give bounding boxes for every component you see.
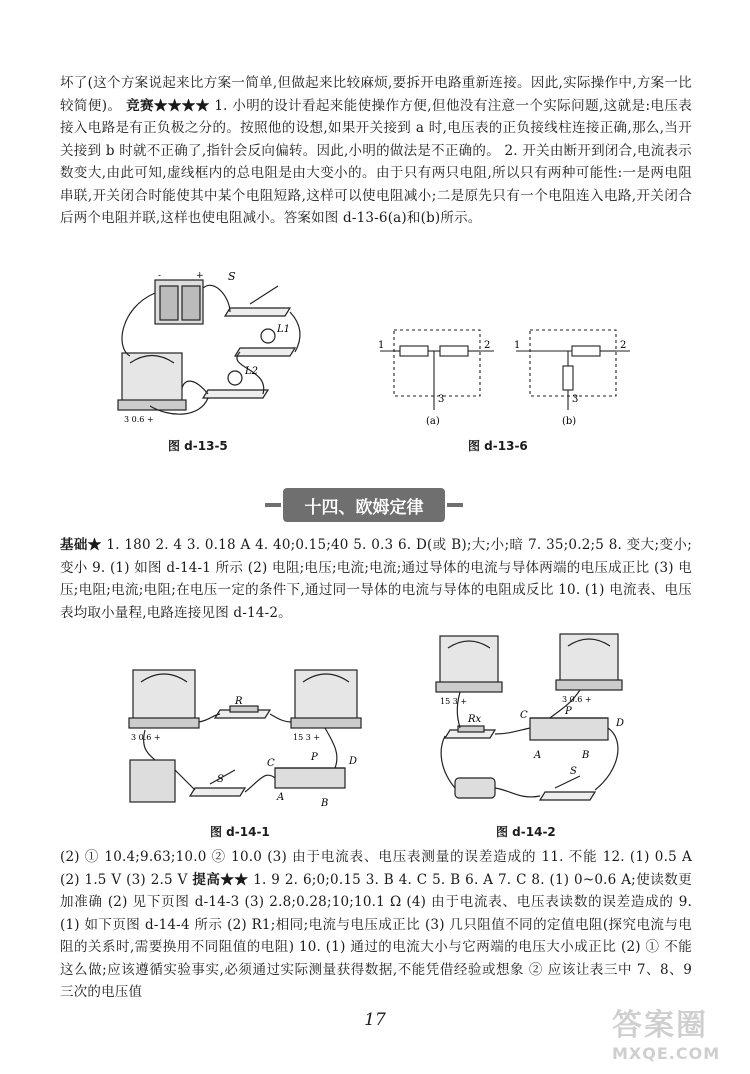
watermark-logo	[612, 1000, 720, 1063]
fig141-d: D	[349, 756, 358, 767]
level-badge-competition: 竞赛★★★★	[126, 97, 210, 114]
level-badge-advanced: 提高★★	[192, 871, 249, 888]
para2-text: 1. 180 2. 4 3. 0.18 A 4. 40;0.15;40 5. 0.3 6. D(或 B);大;小;暗 7. 35;0.2;5 8. 变大;变小;变小 9. (1) 如图 d-14-1 所示 (2) 电阻;电压;电流;电流;通过导体的电流与导体两端的电压成正比 (3) 电压;电阻;电流;电阻;在电压一定的条件下,通过同一导体的电流与导体的电阻成反比 10. (1) 电流表、电压表均取小量程,电路连接见图 d-14-2。	[60, 537, 692, 621]
fig136-b-label: (b)	[562, 416, 577, 427]
fig142-m2: 3 0.6 +	[562, 695, 592, 704]
fig-d-14-2-caption: 图 d-14-2	[496, 825, 556, 839]
fig142-s: S	[570, 766, 577, 777]
fig135-l1-label: L1	[277, 324, 291, 335]
fig-d-13-6-caption: 图 d-13-6	[468, 439, 528, 453]
fig141-b: B	[321, 798, 329, 809]
figure-d-14-2-circuit	[430, 630, 640, 820]
fig136b-t2: 2	[620, 340, 627, 351]
fig141-s: S	[217, 774, 224, 785]
para1-rest-text: 1. 小明的设计看起来能使操作方便,但他没有注意一个实际问题,这就是:电压表接入电路是有正负极之分的。按照他的设想,如果开关接到 a 时,电压表的正负接线柱连接正确,那么,当开关接到 b 时就不正确了,指针会反向偏转。因此,小明的做法是不正确的。 2. 开关由断开到闭合,电流表示数变大,由此可知,虚线框内的总电阻是由大变小的。由于只有两只电阻,所以只有两种可能性:一是两电阻串联,开关闭合时能使其中某个电阻短路,这样可以使电阻减小;二是原先只有一个电阻连入电路,开关闭合后两个电阻并联,这样也使电阻减小。答案如图 d-13-6(a)和(b)所示。	[60, 97, 692, 226]
fig135-meter-label: 3 0.6 +	[124, 415, 154, 424]
fig142-c: C	[520, 710, 528, 721]
fig142-rx: Rx	[468, 714, 482, 725]
fig142-d: D	[616, 718, 625, 729]
fig-d-14-1-caption: 图 d-14-1	[210, 825, 270, 839]
para3a-text: (2) ① 10.4;9.63;10.0 ② 10.0 (3) 由于电流表、电压表测量的误差造成的 11. 不能 12. (1) 0.5 A (2) 1.5 V (3) 2.5 V	[60, 849, 692, 888]
para1-text: 坏了(这个方案说起来比方案一简单,但做起来比较麻烦,要拆开电路重新连接。因此,实际操作中,方案一比较简便)。	[60, 75, 692, 114]
fig136a-t2: 2	[484, 340, 491, 351]
fig142-p: P	[565, 706, 572, 717]
fig135-l2-label: L2	[245, 366, 259, 377]
fig141-c: C	[267, 758, 275, 769]
section-title: 十四、欧姆定律	[304, 497, 424, 518]
answer-paragraph-1	[60, 72, 692, 230]
fig135-plus: +	[196, 271, 204, 281]
fig142-m1: 15 3 +	[440, 697, 468, 706]
fig136a-t3: 3	[438, 394, 445, 405]
fig142-b: B	[582, 750, 590, 761]
fig136b-t1: 1	[514, 340, 521, 351]
answer-paragraph-3	[60, 846, 692, 1004]
level-badge-basic: 基础★	[60, 537, 102, 553]
page-number: 17	[364, 1010, 386, 1030]
fig141-m2: 15 3 +	[293, 733, 321, 742]
fig141-m1: 3 0.6 +	[131, 733, 161, 742]
watermark-line1: 答案圈	[612, 1008, 708, 1043]
fig136a-t1: 1	[378, 340, 385, 351]
fig141-p: P	[311, 752, 318, 763]
para3b-text: 1. 9 2. 6;0;0.15 3. B 4. C 5. B 6. A 7. C 8. (1) 0~0.6 A;使读数更加准确 (2) 见下页图 d-14-3 (3) 2.8;0.28;10;10.1 Ω (4) 由于电流表、电压表读数的误差造成的 9. (1) 如下页图 d-14-4 所示 (2) R1;相同;电流与电压成正比 (3) 几只阻值不同的定值电阻(探究电流与电阻的关系时,需要换用不同阻值的电阻) 10. (1) 通过的电流大小与它两端的电压大小成正比 (2) ① 不能这么做;应该遵循实验事实,必须通过实际测量获得数据,不能凭借经验或想象 ② 应该让表三中 7、8、9 三次的电压值	[60, 871, 692, 1000]
watermark-line2: MXQE.COM	[612, 1044, 721, 1063]
fig136-a-label: (a)	[426, 416, 440, 427]
answer-paragraph-2	[60, 534, 692, 624]
fig135-minus: -	[158, 271, 162, 281]
figure-d-13-5-circuit	[110, 268, 310, 428]
fig136b-t3: 3	[572, 394, 579, 405]
fig141-a: A	[277, 792, 285, 803]
fig142-a: A	[534, 750, 542, 761]
fig-d-13-5-caption: 图 d-13-5	[168, 439, 228, 453]
figure-d-14-1-circuit	[125, 660, 365, 820]
fig135-s-label: S	[228, 270, 236, 283]
figure-d-13-6-diagram	[372, 320, 642, 430]
fig141-r: R	[235, 696, 243, 707]
section-title-banner	[283, 488, 445, 522]
